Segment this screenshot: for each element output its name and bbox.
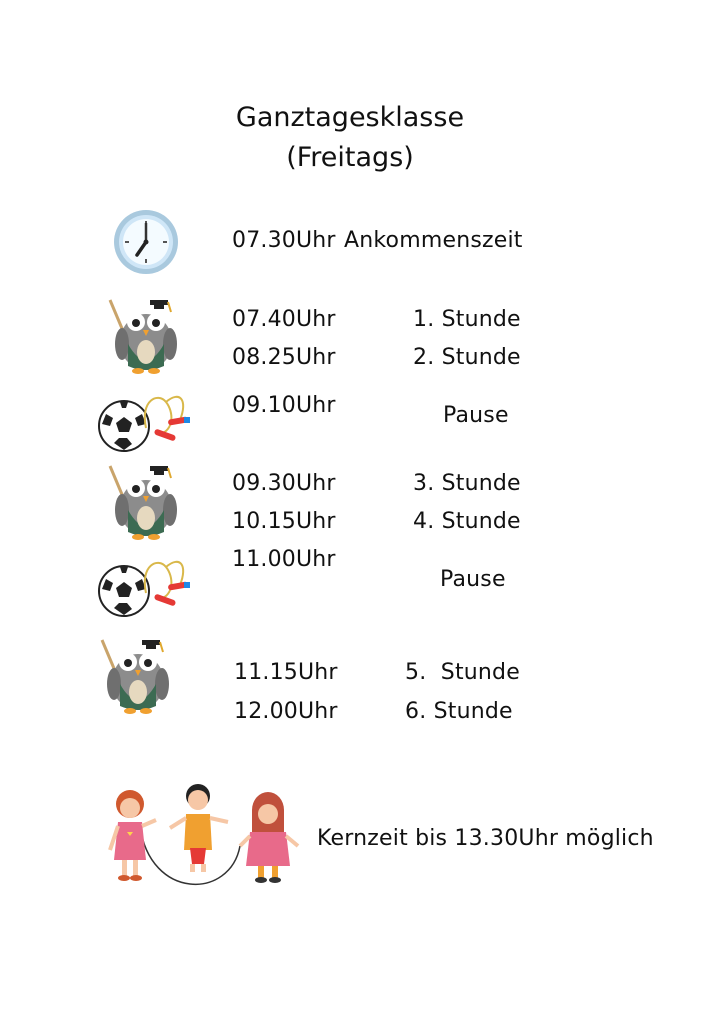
core-time-note: Kernzeit bis 13.30Uhr möglich <box>317 826 654 851</box>
lesson3-time: 09.30Uhr <box>232 471 336 496</box>
break1-time: 09.10Uhr <box>232 393 336 418</box>
lesson2-label: 2. Stunde <box>413 345 521 370</box>
page-title-line1: Ganztagesklasse <box>235 102 465 133</box>
break2-time: 11.00Uhr <box>232 547 336 572</box>
break2-label: Pause <box>440 567 506 592</box>
lesson4-label: 4. Stunde <box>413 509 521 534</box>
lesson4-time: 10.15Uhr <box>232 509 336 534</box>
jump-rope-icon <box>140 390 196 448</box>
lesson1-time: 07.40Uhr <box>232 307 336 332</box>
lesson5-time: 11.15Uhr <box>234 660 338 685</box>
lesson2-time: 08.25Uhr <box>232 345 336 370</box>
owl-teacher-icon <box>96 632 176 716</box>
jump-rope-icon <box>140 555 196 613</box>
owl-teacher-icon <box>104 458 184 542</box>
lesson6-label: 6. Stunde <box>405 699 513 724</box>
children-skipping-icon <box>100 780 308 888</box>
lesson1-label: 1. Stunde <box>413 307 521 332</box>
arrival-time: 07.30Uhr <box>232 228 336 253</box>
lesson5-label: 5. Stunde <box>405 660 520 685</box>
break1-label: Pause <box>443 403 509 428</box>
page-title-line2: (Freitags) <box>286 142 414 173</box>
owl-teacher-icon <box>104 292 184 376</box>
clock-icon <box>112 208 180 276</box>
lesson6-time: 12.00Uhr <box>234 699 338 724</box>
lesson3-label: 3. Stunde <box>413 471 521 496</box>
arrival-label: Ankommenszeit <box>344 228 523 253</box>
